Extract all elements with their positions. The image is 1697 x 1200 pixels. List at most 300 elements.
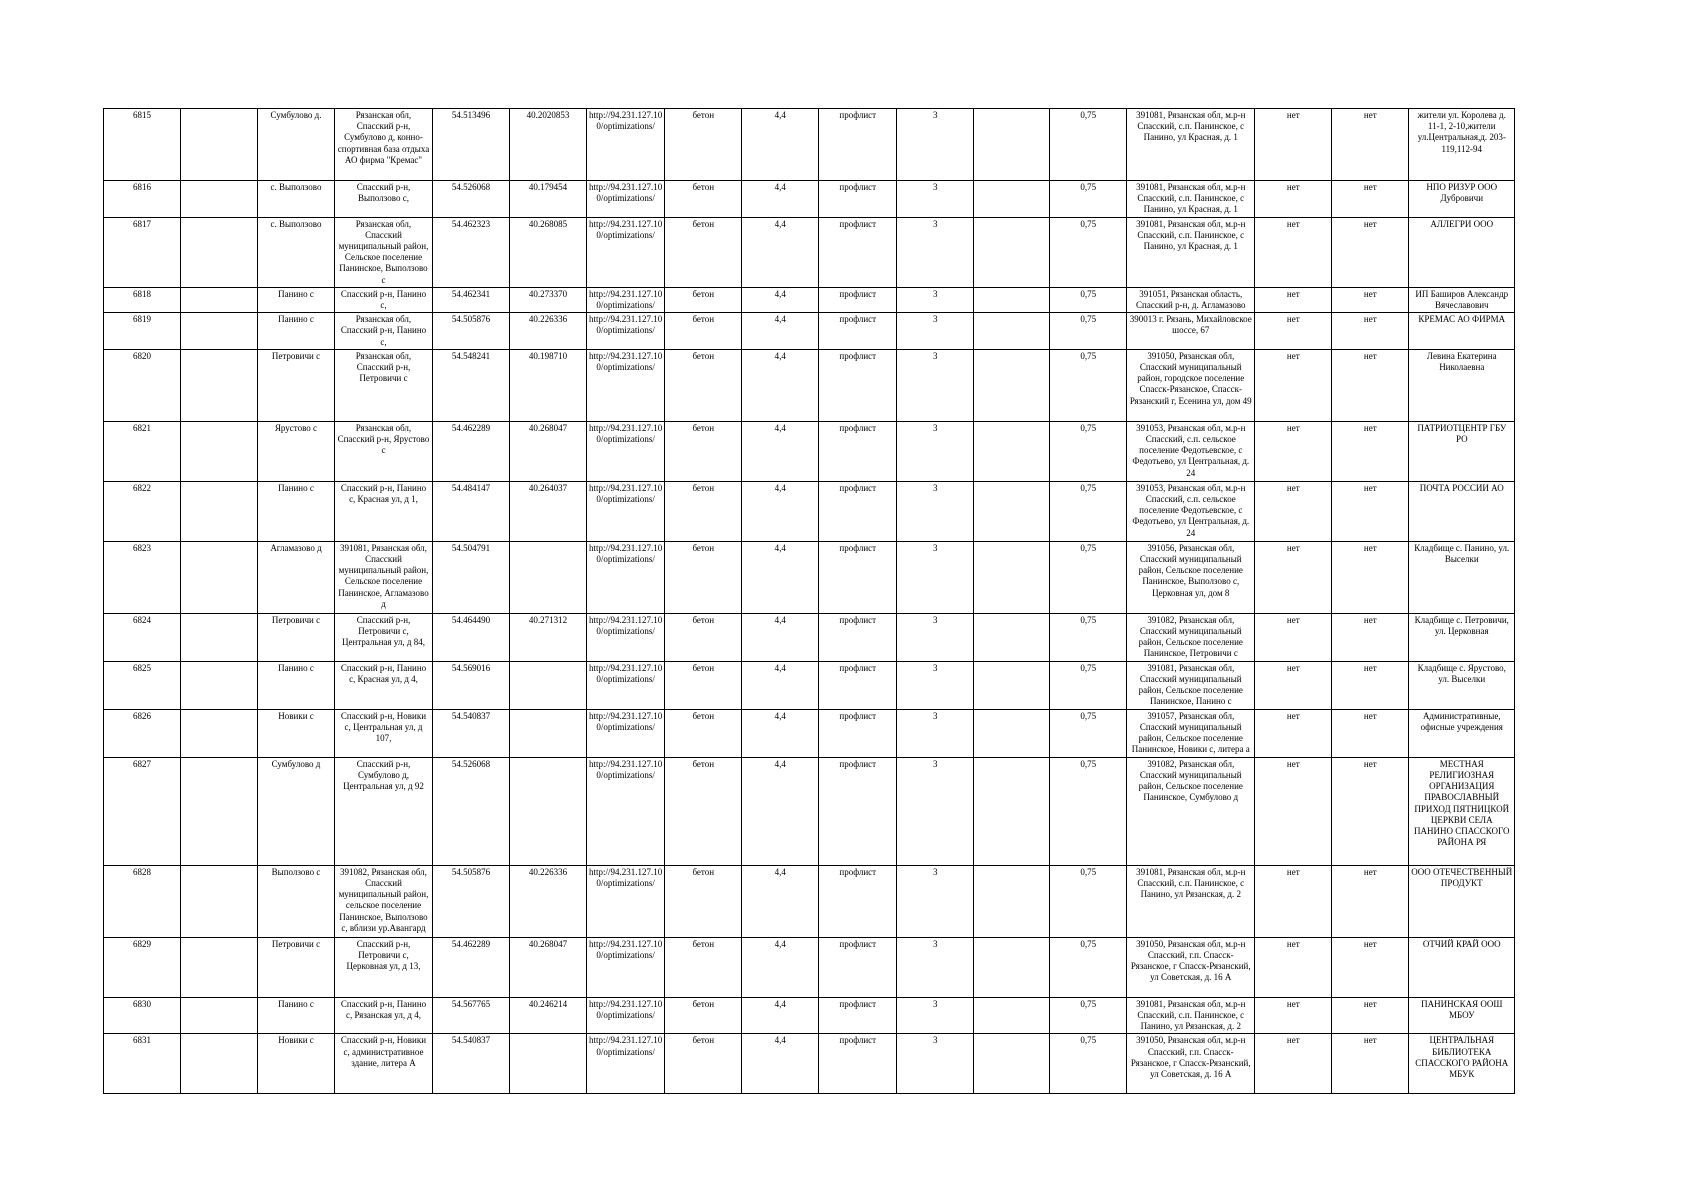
cell-fence: профлист xyxy=(819,481,897,541)
cell-number: 6817 xyxy=(104,217,181,287)
cell-address: Спасский р-н, Панино с, Красная ул, д 4, xyxy=(335,661,433,709)
cell-settlement: Ярустово с xyxy=(258,421,335,481)
cell-fence: профлист xyxy=(819,109,897,181)
cell-flag: нет xyxy=(1332,217,1409,287)
cell-settlement: Панино с xyxy=(258,661,335,709)
cell-link: http://94.231.127.10 0/optimizations/ xyxy=(587,613,665,661)
cell-area: 4,4 xyxy=(742,421,819,481)
table-row xyxy=(104,613,1515,661)
cell-area: 4,4 xyxy=(742,865,819,937)
cell-area: 4,4 xyxy=(742,1034,819,1094)
cell-flag: нет xyxy=(1255,757,1332,865)
table-row xyxy=(104,109,1515,181)
cell-latitude: 54.513496 xyxy=(433,109,510,181)
cell-area: 4,4 xyxy=(742,757,819,865)
cell-fence: профлист xyxy=(819,349,897,421)
cell-volume: 0,75 xyxy=(1050,541,1127,613)
cell-empty xyxy=(974,997,1050,1034)
cell-waste-source: Левина Екатерина Николаевна xyxy=(1409,349,1515,421)
cell-count: 3 xyxy=(897,421,974,481)
cell-empty xyxy=(181,349,258,421)
cell-volume: 0,75 xyxy=(1050,937,1127,997)
cell-settlement: Панино с xyxy=(258,997,335,1034)
cell-owner-address: 391051, Рязанская область, Спасский р-н, д. Агламазово xyxy=(1127,287,1255,312)
cell-settlement: Новики с xyxy=(258,709,335,757)
cell-longitude: 40.246214 xyxy=(510,997,587,1034)
table-row xyxy=(104,313,1515,350)
cell-settlement: с. Выползово xyxy=(258,217,335,287)
cell-number: 6823 xyxy=(104,541,181,613)
cell-empty xyxy=(974,613,1050,661)
cell-longitude: 40.2020853 xyxy=(510,109,587,181)
cell-longitude xyxy=(510,1034,587,1094)
cell-count: 3 xyxy=(897,997,974,1034)
cell-link: http://94.231.127.10 0/optimizations/ xyxy=(587,709,665,757)
cell-latitude: 54.526068 xyxy=(433,757,510,865)
cell-link: http://94.231.127.10 0/optimizations/ xyxy=(587,481,665,541)
cell-volume: 0,75 xyxy=(1050,865,1127,937)
cell-empty xyxy=(974,287,1050,312)
cell-volume: 0,75 xyxy=(1050,661,1127,709)
cell-surface: бетон xyxy=(665,287,742,312)
cell-volume: 0,75 xyxy=(1050,349,1127,421)
cell-number: 6831 xyxy=(104,1034,181,1094)
cell-empty xyxy=(181,481,258,541)
cell-flag: нет xyxy=(1255,109,1332,181)
cell-link: http://94.231.127.10 0/optimizations/ xyxy=(587,865,665,937)
cell-flag: нет xyxy=(1332,757,1409,865)
cell-empty xyxy=(974,541,1050,613)
table-row xyxy=(104,1034,1515,1094)
cell-count: 3 xyxy=(897,865,974,937)
cell-empty xyxy=(181,181,258,218)
cell-area: 4,4 xyxy=(742,181,819,218)
cell-surface: бетон xyxy=(665,757,742,865)
cell-waste-source: Административные, офисные учреждения xyxy=(1409,709,1515,757)
cell-owner-address: 391081, Рязанская обл, м.р-н Спасский, с.п. Панинское, с Панино, ул Красная, д. 1 xyxy=(1127,109,1255,181)
cell-link: http://94.231.127.10 0/optimizations/ xyxy=(587,757,665,865)
cell-longitude: 40.264037 xyxy=(510,481,587,541)
cell-owner-address: 391056, Рязанская обл, Спасский муниципальный район, Сельское поселение Панинское, Выползово с, Церковная ул, дом 8 xyxy=(1127,541,1255,613)
table-row xyxy=(104,287,1515,312)
cell-count: 3 xyxy=(897,709,974,757)
cell-empty xyxy=(974,937,1050,997)
cell-area: 4,4 xyxy=(742,217,819,287)
cell-flag: нет xyxy=(1332,613,1409,661)
cell-owner-address: 391082, Рязанская обл, Спасский муниципальный район, Сельское поселение Панинское, Петровичи с xyxy=(1127,613,1255,661)
cell-address: Спасский р-н, Новики с, Центральная ул, д 107, xyxy=(335,709,433,757)
cell-fence: профлист xyxy=(819,217,897,287)
cell-address: Рязанская обл, Спасский р-н, Петровичи с xyxy=(335,349,433,421)
cell-area: 4,4 xyxy=(742,313,819,350)
cell-flag: нет xyxy=(1255,865,1332,937)
cell-volume: 0,75 xyxy=(1050,109,1127,181)
cell-number: 6818 xyxy=(104,287,181,312)
cell-settlement: Петровичи с xyxy=(258,349,335,421)
table-row xyxy=(104,865,1515,937)
cell-flag: нет xyxy=(1332,541,1409,613)
cell-longitude: 40.268047 xyxy=(510,421,587,481)
cell-volume: 0,75 xyxy=(1050,757,1127,865)
cell-flag: нет xyxy=(1255,349,1332,421)
cell-address: 391081, Рязанская обл, Спасский муниципальный район, Сельское поселение Панинское, Агламазово д xyxy=(335,541,433,613)
cell-empty xyxy=(974,421,1050,481)
cell-fence: профлист xyxy=(819,1034,897,1094)
cell-longitude: 40.273370 xyxy=(510,287,587,312)
cell-longitude xyxy=(510,709,587,757)
cell-count: 3 xyxy=(897,181,974,218)
table-row xyxy=(104,541,1515,613)
cell-surface: бетон xyxy=(665,313,742,350)
cell-link: http://94.231.127.10 0/optimizations/ xyxy=(587,109,665,181)
table-row xyxy=(104,709,1515,757)
cell-empty xyxy=(974,313,1050,350)
cell-latitude: 54.526068 xyxy=(433,181,510,218)
cell-longitude xyxy=(510,661,587,709)
cell-volume: 0,75 xyxy=(1050,217,1127,287)
cell-area: 4,4 xyxy=(742,481,819,541)
cell-latitude: 54.462289 xyxy=(433,937,510,997)
table-row xyxy=(104,481,1515,541)
cell-settlement: с. Выползово xyxy=(258,181,335,218)
cell-surface: бетон xyxy=(665,217,742,287)
table-row xyxy=(104,661,1515,709)
cell-number: 6815 xyxy=(104,109,181,181)
cell-address: Спасский р-н, Петровичи с, Центральная ул, д 84, xyxy=(335,613,433,661)
cell-settlement: Петровичи с xyxy=(258,937,335,997)
cell-volume: 0,75 xyxy=(1050,481,1127,541)
cell-flag: нет xyxy=(1332,1034,1409,1094)
cell-fence: профлист xyxy=(819,313,897,350)
cell-surface: бетон xyxy=(665,541,742,613)
cell-volume: 0,75 xyxy=(1050,997,1127,1034)
cell-latitude: 54.464490 xyxy=(433,613,510,661)
cell-address: Спасский р-н, Выползово с, xyxy=(335,181,433,218)
table-row xyxy=(104,937,1515,997)
cell-empty xyxy=(181,1034,258,1094)
cell-fence: профлист xyxy=(819,865,897,937)
cell-number: 6822 xyxy=(104,481,181,541)
cell-empty xyxy=(974,181,1050,218)
cell-number: 6829 xyxy=(104,937,181,997)
table-row xyxy=(104,181,1515,218)
cell-owner-address: 391050, Рязанская обл, м.р-н Спасский, г.п. Спасск-Рязанское, г Спасск-Рязанский, ул Советская, д. 16 А xyxy=(1127,1034,1255,1094)
cell-flag: нет xyxy=(1332,865,1409,937)
cell-address: Спасский р-н, Панино с, Рязанская ул, д 4, xyxy=(335,997,433,1034)
cell-area: 4,4 xyxy=(742,109,819,181)
cell-longitude xyxy=(510,541,587,613)
cell-fence: профлист xyxy=(819,997,897,1034)
cell-number: 6819 xyxy=(104,313,181,350)
cell-owner-address: 391081, Рязанская обл, м.р-н Спасский, с.п. Панинское, с Панино, ул Рязанская, д. 2 xyxy=(1127,865,1255,937)
cell-link: http://94.231.127.10 0/optimizations/ xyxy=(587,313,665,350)
cell-address: Рязанская обл, Спасский р-н, Панино с, xyxy=(335,313,433,350)
cell-fence: профлист xyxy=(819,541,897,613)
cell-flag: нет xyxy=(1255,217,1332,287)
cell-longitude: 40.268047 xyxy=(510,937,587,997)
cell-latitude: 54.569016 xyxy=(433,661,510,709)
cell-area: 4,4 xyxy=(742,997,819,1034)
cell-count: 3 xyxy=(897,1034,974,1094)
cell-owner-address: 391050, Рязанская обл, м.р-н Спасский, г.п. Спасск-Рязанское, г Спасск-Рязанский, ул Советская, д. 16 А xyxy=(1127,937,1255,997)
cell-waste-source: ПАТРИОТЦЕНТР ГБУ РО xyxy=(1409,421,1515,481)
cell-latitude: 54.484147 xyxy=(433,481,510,541)
cell-empty xyxy=(974,481,1050,541)
cell-empty xyxy=(974,661,1050,709)
cell-empty xyxy=(181,287,258,312)
cell-empty xyxy=(181,661,258,709)
cell-longitude: 40.226336 xyxy=(510,865,587,937)
cell-address: Спасский р-н, Петровичи с, Церковная ул, д 13, xyxy=(335,937,433,997)
cell-area: 4,4 xyxy=(742,287,819,312)
table-row xyxy=(104,757,1515,865)
cell-empty xyxy=(974,349,1050,421)
cell-count: 3 xyxy=(897,109,974,181)
cell-latitude: 54.540837 xyxy=(433,709,510,757)
cell-flag: нет xyxy=(1332,349,1409,421)
cell-volume: 0,75 xyxy=(1050,613,1127,661)
cell-number: 6824 xyxy=(104,613,181,661)
cell-surface: бетон xyxy=(665,109,742,181)
cell-empty xyxy=(974,709,1050,757)
cell-waste-source: ЦЕНТРАЛЬНАЯ БИБЛИОТЕКА СПАССКОГО РАЙОНА МБУК xyxy=(1409,1034,1515,1094)
cell-flag: нет xyxy=(1255,313,1332,350)
cell-fence: профлист xyxy=(819,613,897,661)
cell-link: http://94.231.127.10 0/optimizations/ xyxy=(587,349,665,421)
cell-address: Спасский р-н, Сумбулово д, Центральная ул, д 92 xyxy=(335,757,433,865)
cell-waste-source: КРЕМАС АО ФИРМА xyxy=(1409,313,1515,350)
cell-longitude: 40.198710 xyxy=(510,349,587,421)
cell-flag: нет xyxy=(1255,481,1332,541)
cell-number: 6820 xyxy=(104,349,181,421)
cell-number: 6816 xyxy=(104,181,181,218)
cell-fence: профлист xyxy=(819,709,897,757)
cell-settlement: Выползово с xyxy=(258,865,335,937)
cell-empty xyxy=(181,541,258,613)
cell-latitude: 54.540837 xyxy=(433,1034,510,1094)
cell-owner-address: 391081, Рязанская обл, м.р-н Спасский, с.п. Панинское, с Панино, ул Красная, д. 1 xyxy=(1127,181,1255,218)
cell-count: 3 xyxy=(897,541,974,613)
cell-surface: бетон xyxy=(665,181,742,218)
cell-address: 391082, Рязанская обл, Спасский муниципальный район, сельское поселение Панинское, Выползово с, вблизи ур.Авангард xyxy=(335,865,433,937)
cell-volume: 0,75 xyxy=(1050,709,1127,757)
cell-flag: нет xyxy=(1332,709,1409,757)
cell-flag: нет xyxy=(1332,109,1409,181)
cell-number: 6821 xyxy=(104,421,181,481)
cell-settlement: Новики с xyxy=(258,1034,335,1094)
cell-settlement: Панино с xyxy=(258,313,335,350)
cell-number: 6828 xyxy=(104,865,181,937)
cell-volume: 0,75 xyxy=(1050,181,1127,218)
cell-waste-source: Кладбище с. Панино, ул. Выселки xyxy=(1409,541,1515,613)
cell-link: http://94.231.127.10 0/optimizations/ xyxy=(587,421,665,481)
cell-volume: 0,75 xyxy=(1050,313,1127,350)
cell-count: 3 xyxy=(897,287,974,312)
cell-link: http://94.231.127.10 0/optimizations/ xyxy=(587,287,665,312)
cell-link: http://94.231.127.10 0/optimizations/ xyxy=(587,997,665,1034)
cell-address: Рязанская обл, Спасский р-н, Ярустово с xyxy=(335,421,433,481)
cell-empty xyxy=(181,757,258,865)
cell-count: 3 xyxy=(897,757,974,865)
cell-surface: бетон xyxy=(665,613,742,661)
cell-link: http://94.231.127.10 0/optimizations/ xyxy=(587,1034,665,1094)
cell-area: 4,4 xyxy=(742,937,819,997)
cell-fence: профлист xyxy=(819,421,897,481)
cell-count: 3 xyxy=(897,313,974,350)
cell-flag: нет xyxy=(1255,541,1332,613)
cell-surface: бетон xyxy=(665,1034,742,1094)
cell-settlement: Сумбулово д. xyxy=(258,109,335,181)
cell-owner-address: 391053, Рязанская обл, м.р-н Спасский, с.п. сельское поселение Федотьевское, с Федотьево, ул Центральная, д. 24 xyxy=(1127,481,1255,541)
cell-empty xyxy=(181,865,258,937)
cell-volume: 0,75 xyxy=(1050,421,1127,481)
cell-empty xyxy=(974,1034,1050,1094)
cell-owner-address: 391050, Рязанская обл, Спасский муниципальный район, городское поселение Спасск-Рязанское, Спасск-Рязанский г, Есенина ул, дом 49 xyxy=(1127,349,1255,421)
cell-address: Спасский р-н, Новики с, административное здание, литера А xyxy=(335,1034,433,1094)
cell-waste-source: ООО ОТЕЧЕСТВЕННЫЙ ПРОДУКТ xyxy=(1409,865,1515,937)
cell-settlement: Панино с xyxy=(258,287,335,312)
cell-link: http://94.231.127.10 0/optimizations/ xyxy=(587,937,665,997)
cell-surface: бетон xyxy=(665,661,742,709)
cell-number: 6830 xyxy=(104,997,181,1034)
cell-link: http://94.231.127.10 0/optimizations/ xyxy=(587,541,665,613)
cell-area: 4,4 xyxy=(742,709,819,757)
cell-longitude: 40.268085 xyxy=(510,217,587,287)
cell-waste-source: ПАНИНСКАЯ ООШ МБОУ xyxy=(1409,997,1515,1034)
cell-address: Спасский р-н, Панино с, xyxy=(335,287,433,312)
table-row xyxy=(104,997,1515,1034)
cell-owner-address: 391082, Рязанская обл, Спасский муниципальный район, Сельское поселение Панинское, Сумбулово д xyxy=(1127,757,1255,865)
cell-flag: нет xyxy=(1332,287,1409,312)
cell-number: 6826 xyxy=(104,709,181,757)
cell-fence: профлист xyxy=(819,661,897,709)
cell-latitude: 54.548241 xyxy=(433,349,510,421)
cell-latitude: 54.462341 xyxy=(433,287,510,312)
cell-owner-address: 391081, Рязанская обл, Спасский муниципальный район, Сельское поселение Панинское, Панино с xyxy=(1127,661,1255,709)
cell-surface: бетон xyxy=(665,421,742,481)
cell-flag: нет xyxy=(1332,937,1409,997)
cell-latitude: 54.567765 xyxy=(433,997,510,1034)
cell-latitude: 54.462323 xyxy=(433,217,510,287)
cell-empty xyxy=(974,757,1050,865)
cell-fence: профлист xyxy=(819,287,897,312)
cell-flag: нет xyxy=(1332,421,1409,481)
cell-empty xyxy=(974,217,1050,287)
cell-longitude: 40.179454 xyxy=(510,181,587,218)
cell-area: 4,4 xyxy=(742,661,819,709)
cell-owner-address: 391081, Рязанская обл, м.р-н Спасский, с.п. Панинское, с Панино, ул Красная, д. 1 xyxy=(1127,217,1255,287)
cell-address: Спасский р-н, Панино с, Красная ул, д 1, xyxy=(335,481,433,541)
cell-count: 3 xyxy=(897,481,974,541)
registry-table xyxy=(103,108,1515,1094)
cell-link: http://94.231.127.10 0/optimizations/ xyxy=(587,181,665,218)
table-body xyxy=(104,109,1515,1094)
cell-flag: нет xyxy=(1255,421,1332,481)
cell-flag: нет xyxy=(1255,181,1332,218)
cell-latitude: 54.462289 xyxy=(433,421,510,481)
cell-waste-source: ПОЧТА РОССИИ АО xyxy=(1409,481,1515,541)
cell-count: 3 xyxy=(897,349,974,421)
cell-flag: нет xyxy=(1255,937,1332,997)
cell-settlement: Сумбулово д xyxy=(258,757,335,865)
cell-empty xyxy=(974,109,1050,181)
cell-volume: 0,75 xyxy=(1050,1034,1127,1094)
cell-empty xyxy=(181,997,258,1034)
cell-waste-source: Кладбище с. Петровичи, ул. Церковная xyxy=(1409,613,1515,661)
cell-area: 4,4 xyxy=(742,349,819,421)
cell-longitude: 40.226336 xyxy=(510,313,587,350)
cell-owner-address: 391081, Рязанская обл, м.р-н Спасский, с.п. Панинское, с Панино, ул Рязанская, д. 2 xyxy=(1127,997,1255,1034)
cell-fence: профлист xyxy=(819,181,897,218)
cell-empty xyxy=(181,313,258,350)
cell-settlement: Петровичи с xyxy=(258,613,335,661)
cell-empty xyxy=(974,865,1050,937)
cell-surface: бетон xyxy=(665,709,742,757)
cell-link: http://94.231.127.10 0/optimizations/ xyxy=(587,661,665,709)
cell-flag: нет xyxy=(1332,313,1409,350)
cell-empty xyxy=(181,109,258,181)
cell-owner-address: 390013 г. Рязань, Михайловское шоссе, 67 xyxy=(1127,313,1255,350)
cell-flag: нет xyxy=(1332,661,1409,709)
cell-surface: бетон xyxy=(665,937,742,997)
cell-empty xyxy=(181,217,258,287)
cell-waste-source: ОТЧИЙ КРАЙ ООО xyxy=(1409,937,1515,997)
cell-waste-source: жители ул. Королева д. 11-1, 2-10,жители ул.Центральная,д. 203-119,112-94 xyxy=(1409,109,1515,181)
cell-flag: нет xyxy=(1255,613,1332,661)
cell-flag: нет xyxy=(1332,481,1409,541)
cell-flag: нет xyxy=(1255,997,1332,1034)
cell-count: 3 xyxy=(897,217,974,287)
cell-longitude xyxy=(510,757,587,865)
cell-surface: бетон xyxy=(665,349,742,421)
cell-count: 3 xyxy=(897,937,974,997)
cell-surface: бетон xyxy=(665,997,742,1034)
cell-flag: нет xyxy=(1255,287,1332,312)
cell-latitude: 54.504791 xyxy=(433,541,510,613)
cell-surface: бетон xyxy=(665,865,742,937)
cell-area: 4,4 xyxy=(742,613,819,661)
cell-owner-address: 391053, Рязанская обл, м.р-н Спасский, с.п. сельское поселение Федотьевское, с Федотьево, ул Центральная, д. 24 xyxy=(1127,421,1255,481)
cell-volume: 0,75 xyxy=(1050,287,1127,312)
cell-link: http://94.231.127.10 0/optimizations/ xyxy=(587,217,665,287)
cell-longitude: 40.271312 xyxy=(510,613,587,661)
cell-empty xyxy=(181,421,258,481)
cell-count: 3 xyxy=(897,613,974,661)
cell-owner-address: 391057, Рязанская обл, Спасский муниципальный район, Сельское поселение Панинское, Новики с, литера а xyxy=(1127,709,1255,757)
cell-fence: профлист xyxy=(819,757,897,865)
cell-surface: бетон xyxy=(665,481,742,541)
cell-flag: нет xyxy=(1255,661,1332,709)
cell-number: 6825 xyxy=(104,661,181,709)
cell-settlement: Агламазово д xyxy=(258,541,335,613)
cell-area: 4,4 xyxy=(742,541,819,613)
cell-empty xyxy=(181,613,258,661)
cell-flag: нет xyxy=(1332,181,1409,218)
cell-number: 6827 xyxy=(104,757,181,865)
cell-waste-source: НПО РИЗУР ООО Дубровичи xyxy=(1409,181,1515,218)
cell-count: 3 xyxy=(897,661,974,709)
cell-latitude: 54.505876 xyxy=(433,865,510,937)
cell-flag: нет xyxy=(1255,1034,1332,1094)
cell-waste-source: АЛЛЕГРИ ООО xyxy=(1409,217,1515,287)
cell-fence: профлист xyxy=(819,937,897,997)
cell-settlement: Панино с xyxy=(258,481,335,541)
cell-flag: нет xyxy=(1255,709,1332,757)
cell-waste-source: Кладбище с. Ярустово, ул. Выселки xyxy=(1409,661,1515,709)
cell-waste-source: МЕСТНАЯ РЕЛИГИОЗНАЯ ОРГАНИЗАЦИЯ ПРАВОСЛАВНЫЙ ПРИХОД ПЯТНИЦКОЙ ЦЕРКВИ СЕЛА ПАНИНО СПАССКОГО РАЙОНА РЯ xyxy=(1409,757,1515,865)
table-row xyxy=(104,349,1515,421)
cell-empty xyxy=(181,937,258,997)
